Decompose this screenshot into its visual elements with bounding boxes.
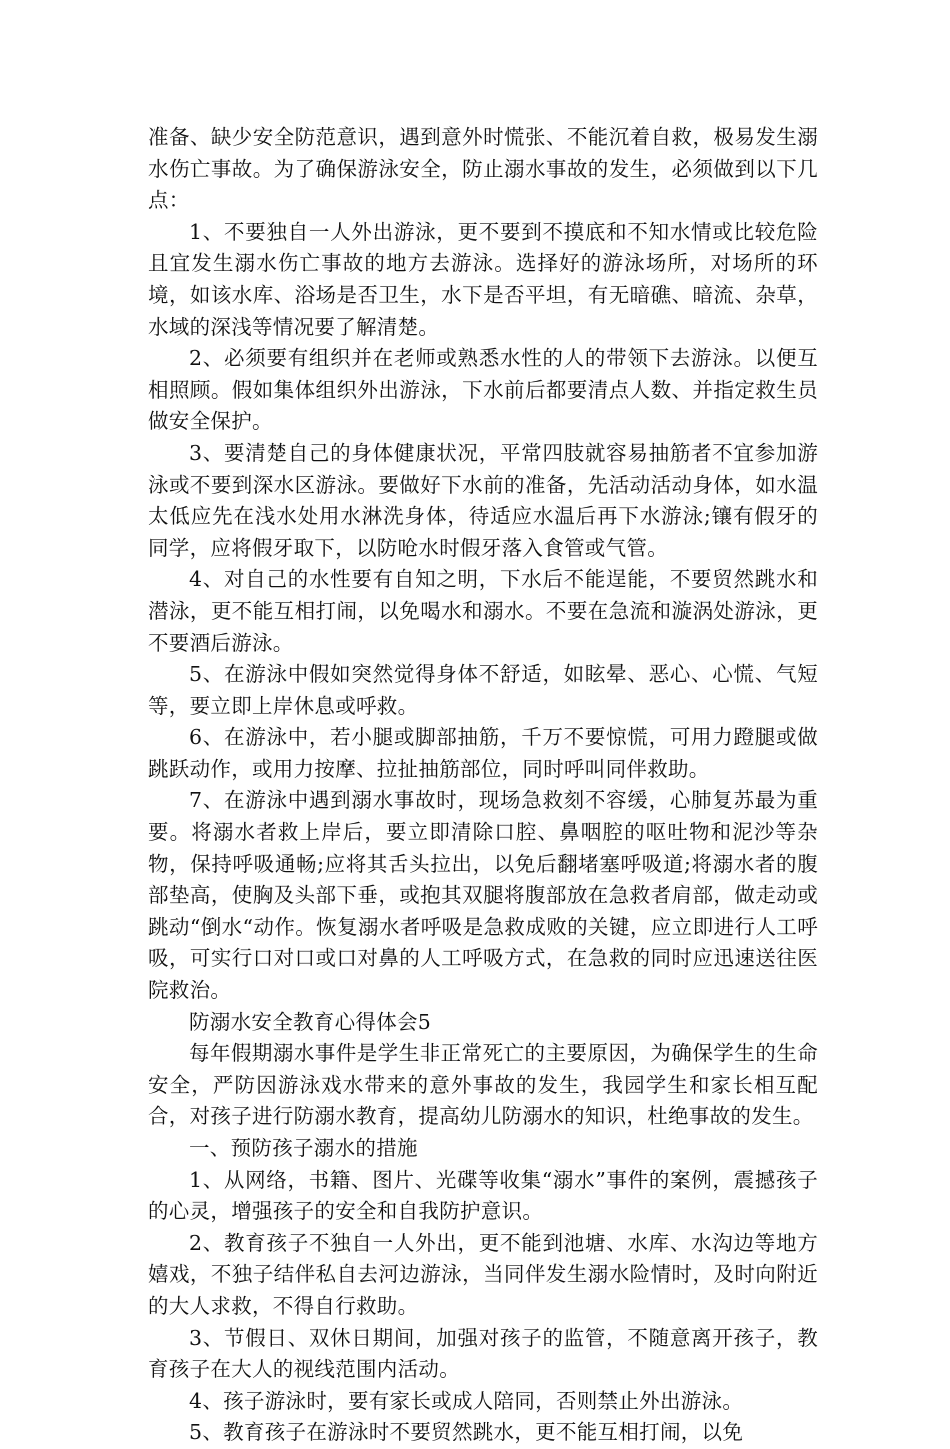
paragraph-rule-6: 6、在游泳中，若小腿或脚部抽筋，千万不要惊慌，可用力蹬腿或做跳跃动作，或用力按摩、拉扯抽筋部位，同时呼叫同伴救助。 [148, 725, 818, 781]
paragraph-intro-continued: 准备、缺少安全防范意识，遇到意外时慌张、不能沉着自救，极易发生溺水伤亡事故。为了确保游泳安全，防止溺水事故的发生，必须做到以下几点： [148, 125, 818, 213]
paragraph-rule-4: 4、对自己的水性要有自知之明，下水后不能逞能，不要贸然跳水和潜泳，更不能互相打闹，以免喝水和溺水。不要在急流和漩涡处游泳，更不要酒后游泳。 [148, 567, 818, 655]
paragraph-measure-1: 1、从网络，书籍、图片、光碟等收集“溺水”事件的案例，震撼孩子的心灵，增强孩子的安全和自我防护意识。 [148, 1167, 818, 1224]
paragraph-essay-5-intro: 每年假期溺水事件是学生非正常死亡的主要原因，为确保学生的生命安全，严防因游泳戏水带来的意外事故的发生，我园学生和家长相互配合，对孩子进行防溺水教育，提高幼儿防溺水的知识，杜绝事故的发生。 [148, 1041, 818, 1129]
subheading-prevention-measures: 一、预防孩子溺水的措施 [189, 1136, 418, 1160]
paragraph-measure-5: 5、教育孩子在游泳时不要贸然跳水，更不能互相打闹，以免 [189, 1420, 744, 1445]
paragraph-rule-3: 3、要清楚自己的身体健康状况，平常四肢就容易抽筋者不宜参加游泳或不要到深水区游泳。要做好下水前的准备，先活动活动身体，如水温太低应先在浅水处用水淋洗身体，待适应水温后再下水游泳;镶有假牙的同学，应将假牙取下，以防呛水时假牙落入食管或气管。 [148, 440, 818, 560]
paragraph-rule-5: 5、在游泳中假如突然觉得身体不舒适，如眩晕、恶心、心慌、气短等，要立即上岸休息或呼救。 [148, 662, 818, 718]
paragraph-measure-2: 2、教育孩子不独自一人外出，更不能到池塘、水库、水沟边等地方嬉戏，不独子结伴私自去河边游泳，当同伴发生溺水险情时，及时向附近的大人求救，不得自行救助。 [148, 1230, 818, 1318]
document-body [148, 122, 818, 1449]
paragraph-rule-7: 7、在游泳中遇到溺水事故时，现场急救刻不容缓，心肺复苏最为重要。将溺水者救上岸后，要立即清除口腔、鼻咽腔的呕吐物和泥沙等杂物，保持呼吸通畅;应将其舌头拉出，以免后翻堵塞呼吸道;将溺水者的腹部垫高，使胸及头部下垂，或抱其双腿将腹部放在急救者肩部，做走动或跳动“倒水“动作。恢复溺水者呼吸是急救成败的关键，应立即进行人工呼吸，可实行口对口或口对鼻的人工呼吸方式，在急救的同时应迅速送往医院救治。 [148, 788, 818, 1003]
section-heading-essay-5: 防溺水安全教育心得体会5 [189, 1009, 432, 1034]
paragraph-rule-2: 2、必须要有组织并在老师或熟悉水性的人的带领下去游泳。以便互相照顾。假如集体组织外出游泳，下水前后都要清点人数、并指定救生员做安全保护。 [148, 346, 818, 434]
paragraph-measure-4: 4、孩子游泳时，要有家长或成人陪同，否则禁止外出游泳。 [189, 1388, 744, 1413]
paragraph-rule-1: 1、不要独自一人外出游泳，更不要到不摸底和不知水情或比较危险且宜发生溺水伤亡事故的地方去游泳。选择好的游泳场所，对场所的环境，如该水库、浴场是否卫生，水下是否平坦，有无暗礁、暗流、杂草，水域的深浅等情况要了解清楚。 [148, 219, 818, 339]
paragraph-measure-3: 3、节假日、双休日期间，加强对孩子的监管，不随意离开孩子，教育孩子在大人的视线范围内活动。 [148, 1325, 818, 1382]
